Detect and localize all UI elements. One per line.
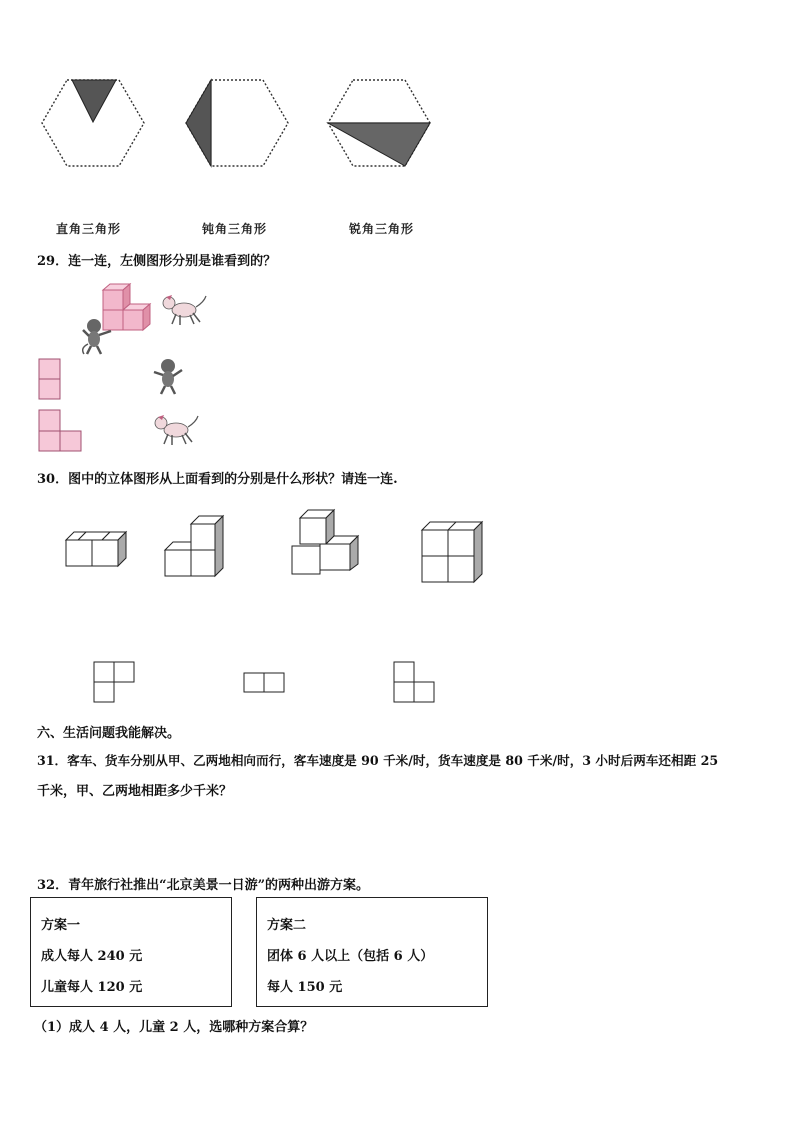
question-31-line2: 千米，甲、乙两地相距多少千米？ <box>37 784 233 799</box>
dog-icon <box>160 292 208 328</box>
top-view-2 <box>243 672 287 694</box>
question-32-sub1: （1）成人 4 人，儿童 2 人，选哪种方案合算？ <box>34 1020 314 1035</box>
hexagon-label-obtuse: 钝角三角形 <box>202 222 268 236</box>
hexagon-label-right: 直角三角形 <box>56 222 122 236</box>
plan-2-title: 方案二 <box>267 918 307 933</box>
monkey-icon-small <box>152 358 186 396</box>
plan-2-box <box>256 897 488 1007</box>
solid-figure-4 <box>420 520 484 584</box>
top-view-3 <box>393 661 437 705</box>
plan-1-box <box>30 897 232 1007</box>
dog-icon-small <box>152 412 200 448</box>
question-31-line1: 31．客车、货车分别从甲、乙两地相向而行，客车速度是 90 千米/时，货车速度是 80 千米/时，3 小时后两车还相距 25 <box>37 753 719 768</box>
hexagon-label-acute: 锐角三角形 <box>349 222 415 236</box>
top-view-1 <box>93 661 137 705</box>
plan-2-group: 团体 6 人以上（包括 6 人） <box>267 949 434 964</box>
solid-figure-1 <box>62 526 130 576</box>
section-6-heading: 六、生活问题我能解决。 <box>37 726 181 741</box>
hexagon-right-triangle <box>40 78 146 168</box>
solid-figure-3 <box>290 508 362 580</box>
plan-1-child: 儿童每人 120 元 <box>41 980 143 995</box>
question-32: 32．青年旅行社推出“北京美景一日游”的两种出游方案。 <box>37 878 370 893</box>
question-30: 30．图中的立体图形从上面看到的分别是什么形状？请连一连. <box>37 472 398 487</box>
plan-1-title: 方案一 <box>41 918 81 933</box>
question-29: 29．连一连，左侧图形分别是谁看到的？ <box>37 254 277 269</box>
front-view-l-shape <box>38 409 84 453</box>
hexagon-obtuse-triangle <box>184 78 290 168</box>
plan-2-price: 每人 150 元 <box>267 980 343 995</box>
monkey-icon <box>80 318 114 356</box>
plan-1-adult: 成人每人 240 元 <box>41 949 143 964</box>
left-view-two-squares <box>38 358 62 402</box>
solid-figure-2 <box>163 514 227 578</box>
hexagon-acute-triangle <box>326 78 432 168</box>
